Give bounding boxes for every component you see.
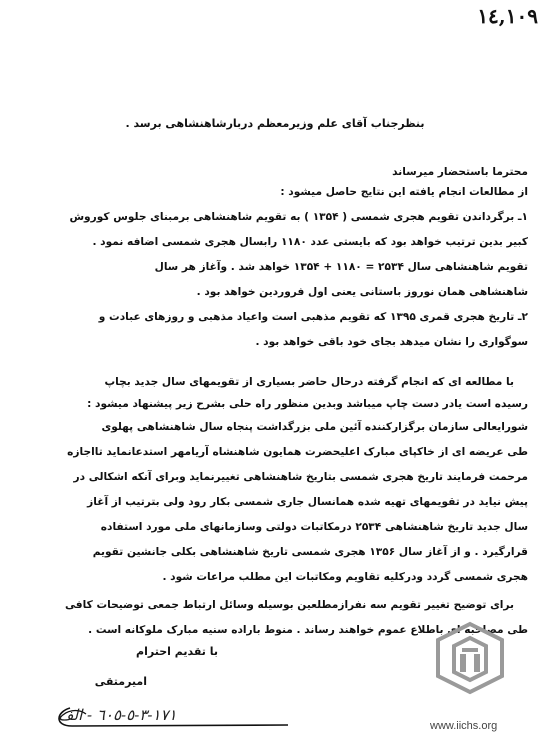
- body-line: شورایعالی سازمان برگزارکننده آئین ملی بزرگداشت پنجاه سال شاهنشاهی پهلوی: [101, 421, 528, 433]
- bottom-reference-number: ١٧١-٣-٥-٦٠٥ - الف: [58, 706, 177, 724]
- closing-text: با تقدیم احترام: [136, 645, 218, 658]
- body-line: شاهنشاهی همان نوروز باستانی یعنی اول فروردین خواهد بود .: [196, 286, 528, 298]
- body-line: مرحمت فرمایند تاریخ هجری شمسی بتاریخ شاهنشاهی تغییرنماید وبرای آنکه اشکالی در: [73, 471, 528, 483]
- body-line: قرارگیرد . و از آغاز سال ۱۳۵۶ هجری شمسی تاریخ شاهنشاهی بکلی جانشین تقویم: [92, 546, 528, 558]
- body-line: سال جدید تاریخ شاهنشاهی ۲۵۳۴ درمکاتبات دولتی وسازمانهای ملی مورد استفاده: [100, 521, 528, 533]
- salutation: محترما باستحضار میرساند: [392, 166, 528, 178]
- body-line: سوگواری را نشان میدهد بجای خود باقی خواهد بود .: [255, 336, 528, 348]
- body-line: طی مصاحبه ای باطلاع عموم خواهند رساند . منوط باراده سنیه مبارک ملوکانه است .: [88, 624, 528, 636]
- body-line: طی عریضه ای از خاکپای مبارک اعلیحضرت همایون شاهنشاه آریامهر استدعانماید تااجازه: [67, 446, 528, 458]
- body-line: ۱ـ برگرداندن تقویم هجری شمسی ( ۱۳۵۴ ) به تقویم شاهنشاهی برمبنای جلوس کوروش: [69, 211, 528, 223]
- intro-line: از مطالعات انجام یافته این نتایج حاصل میشود :: [280, 186, 528, 198]
- body-line: برای توضیح تغییر تقویم سه نفرازمطلعین بوسیله وسائل ارتباط جمعی توضیحات کافی: [64, 599, 514, 611]
- body-line: تقویم شاهنشاهی سال ۲۵۳۴ = ۱۱۸۰ + ۱۳۵۴ خواهد شد . وآغاز هر سال: [154, 261, 528, 273]
- body-line: پیش نیاید در تقویمهای تهیه شده همانسال جاری شمسی بکار رود ولی بترتیب از آغاز: [87, 496, 528, 508]
- document-heading: بنظرجناب آقای علم وزیرمعظم دربارشاهنشاهی برسد .: [125, 117, 425, 130]
- signature: امیرمتقی: [94, 675, 147, 688]
- body-line: رسیده است یادر دست چاپ میباشد وبدین منظور راه حلی بشرح زیر پیشنهاد میشود :: [87, 398, 528, 410]
- document-number: ١٤,١٠٩: [477, 4, 538, 28]
- watermark-url: www.iichs.org: [430, 720, 498, 732]
- body-line: کبیر بدین ترتیب خواهد بود که بایستی عدد ۱۱۸۰ رابسال هجری شمسی اضافه نمود .: [92, 236, 528, 248]
- body-line: ۲ـ تاریخ هجری قمری ۱۳۹۵ که تقویم مذهبی است واعیاد مذهبی و روزهای عبادت و: [98, 311, 528, 323]
- body-line: با مطالعه ای که انجام گرفته درحال حاضر بسیاری از تقویمهای سال جدید بچاپ: [104, 376, 514, 388]
- iichs-logo-icon: [430, 618, 510, 708]
- body-line: هجری شمسی گردد ودرکلیه تقاویم ومکاتبات این مطلب مراعات شود .: [162, 571, 528, 583]
